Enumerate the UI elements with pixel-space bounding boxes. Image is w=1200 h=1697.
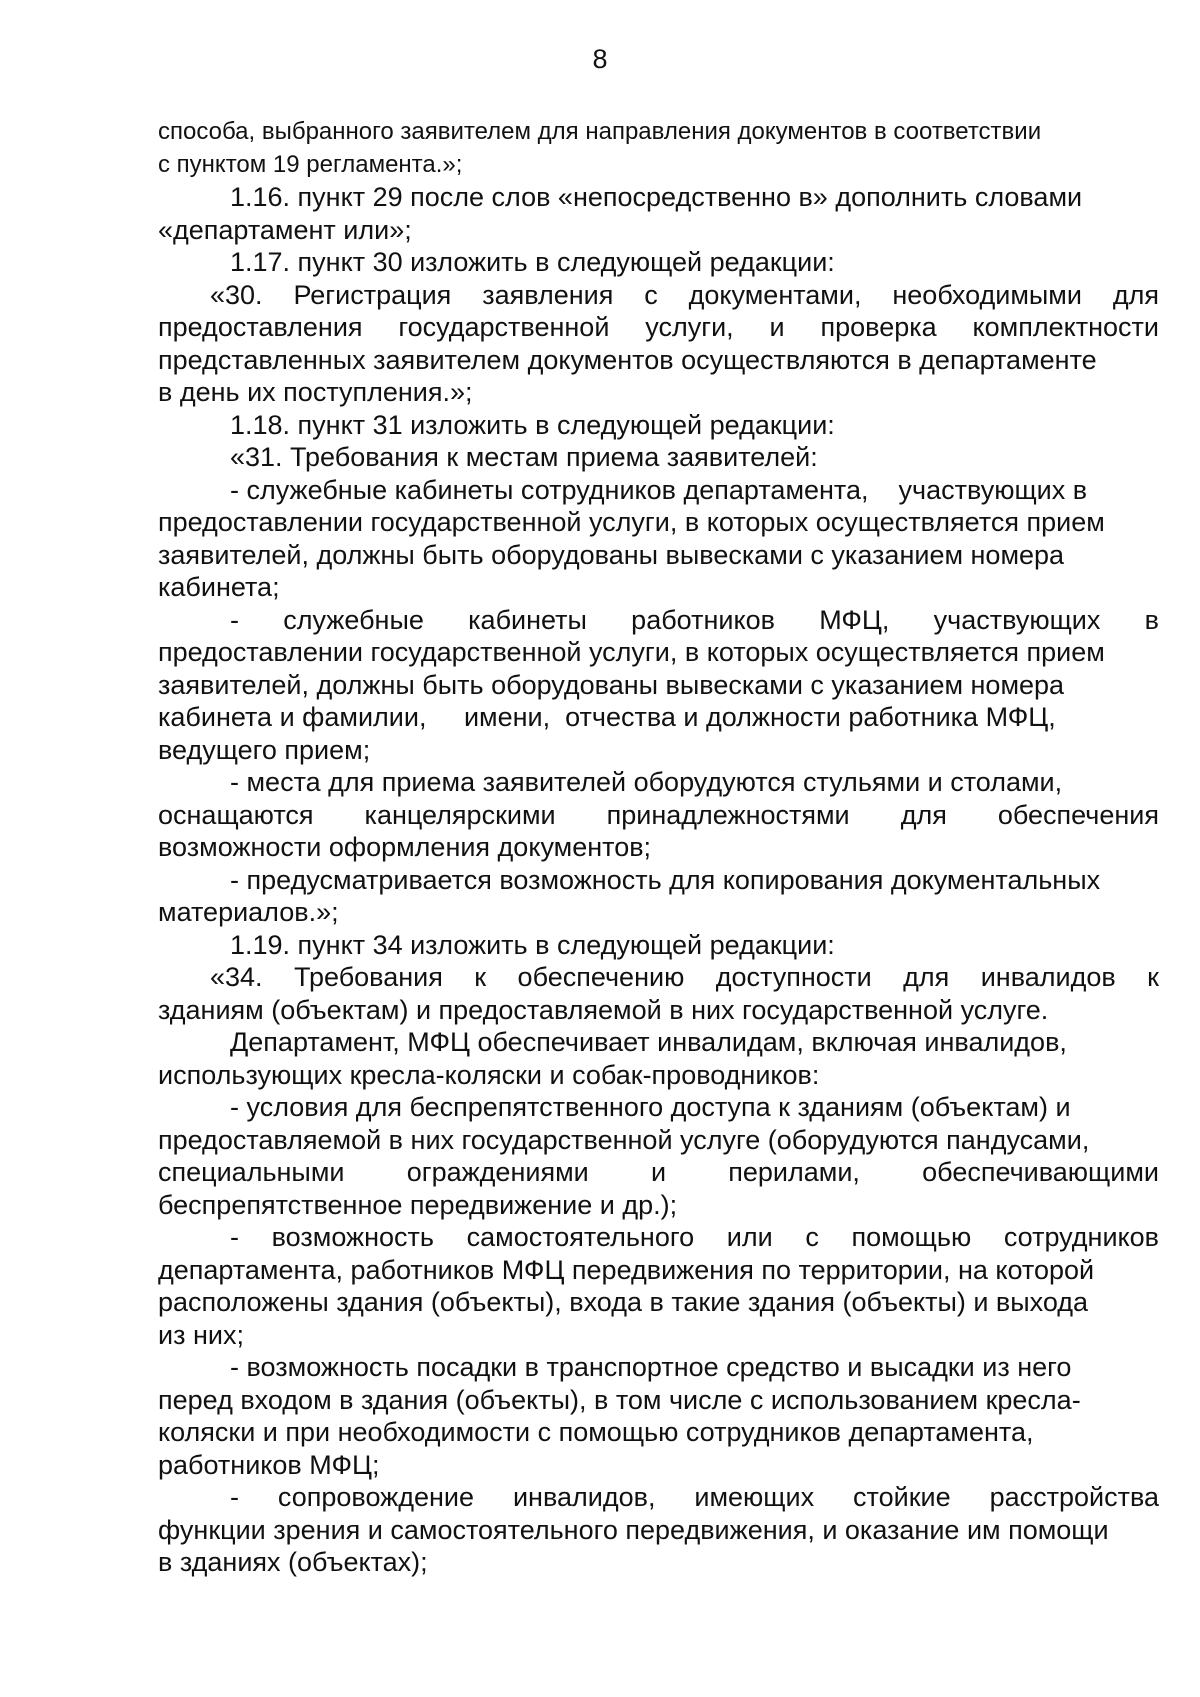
text-line: «31. Требования к местам приема заявителей: (230, 442, 818, 472)
text-line: 1.18. пункт 31 изложить в следующей редакции: (230, 409, 835, 440)
text-line: расположены здания (объекты), входа в такие здания (объекты) и выхода (158, 1287, 1089, 1317)
page-number: 8 (592, 44, 608, 74)
text-line: беспрепятственное передвижение и др.); (158, 1189, 678, 1220)
text-line: работников МФЦ; (158, 1449, 380, 1480)
text-line: функции зрения и самостоятельного передвижения, и оказание им помощи (158, 1514, 1109, 1545)
text-line: специальными ограждениями и перилами, обеспечивающими (158, 1157, 1159, 1187)
text-line: - возможность самостоятельного или с помощью сотрудников (230, 1222, 1159, 1252)
text-line: предоставляемой в них государственной услуге (оборудуются пандусами, (158, 1124, 1090, 1155)
text-line: материалов.»; (158, 897, 339, 927)
text-line: - предусматривается возможность для копирования документальных (230, 864, 1101, 895)
text-line: - служебные кабинеты работников МФЦ, участвующих в (230, 604, 1159, 635)
text-line: 1.19. пункт 34 изложить в следующей редакции: (230, 929, 835, 960)
text-line: перед входом в здания (объекты), в том числе с использованием кресла- (158, 1384, 1081, 1415)
text-line: - служебные кабинеты сотрудников департамента, участвующих в (230, 474, 1088, 505)
text-line: представленных заявителем документов осуществляются в департаменте (158, 344, 1097, 375)
text-line: - сопровождение инвалидов, имеющих стойкие расстройства (230, 1482, 1159, 1512)
text-line: возможности оформления документов; (158, 832, 652, 862)
text-line: ведущего прием; (158, 734, 371, 765)
text-line: коляски и при необходимости с помощью сотрудников департамента, (158, 1417, 1034, 1447)
text-line: «30. Регистрация заявления с документами, необходимыми для (210, 279, 1159, 310)
text-line: «34. Требования к обеспечению доступности для инвалидов к (210, 962, 1159, 992)
text-line: - возможность посадки в транспортное средство и высадки из него (230, 1352, 1072, 1382)
text-line: использующих кресла-коляски и собак-проводников: (158, 1059, 820, 1090)
text-line: зданиям (объектам) и предоставляемой в них государственной услуге. (158, 994, 1049, 1025)
text-line: 1.17. пункт 30 изложить в следующей редакции: (230, 247, 835, 277)
text-line: Департамент, МФЦ обеспечивает инвалидам, включая инвалидов, (230, 1027, 1067, 1057)
text-line: с пунктом 19 регламента.»; (158, 150, 463, 178)
text-line: 1.16. пункт 29 после слов «непосредственно в» дополнить словами (230, 182, 1083, 212)
document-body (158, 116, 1159, 1579)
text-line: департамента, работников МФЦ передвижения по территории, на которой (158, 1254, 1095, 1285)
text-line: способа, выбранного заявителем для направления документов в соответствии (158, 118, 1042, 145)
text-line: «департамент или»; (158, 214, 412, 245)
text-line: предоставления государственной услуги, и проверка комплектности (158, 312, 1159, 342)
text-line: - места для приема заявителей оборудуются стульями и столами, (230, 767, 1063, 797)
text-line: предоставлении государственной услуги, в которых осуществляется прием (158, 637, 1105, 667)
text-line: кабинета и фамилии, имени, отчества и должности работника МФЦ, (158, 702, 1056, 732)
text-line: заявителей, должны быть оборудованы вывесками с указанием номера (158, 539, 1065, 570)
text-line: из них; (158, 1319, 244, 1350)
text-line: предоставлении государственной услуги, в которых осуществляется прием (158, 507, 1105, 537)
text-line: в день их поступления.»; (158, 377, 473, 407)
text-line: кабинета; (158, 572, 280, 602)
text-line: заявителей, должны быть оборудованы вывесками с указанием номера (158, 669, 1065, 700)
text-line: в зданиях (объектах); (158, 1547, 428, 1577)
text-line: - условия для беспрепятственного доступа к зданиям (объектам) и (230, 1092, 1071, 1122)
text-line: оснащаются канцелярскими принадлежностями для обеспечения (158, 799, 1159, 830)
